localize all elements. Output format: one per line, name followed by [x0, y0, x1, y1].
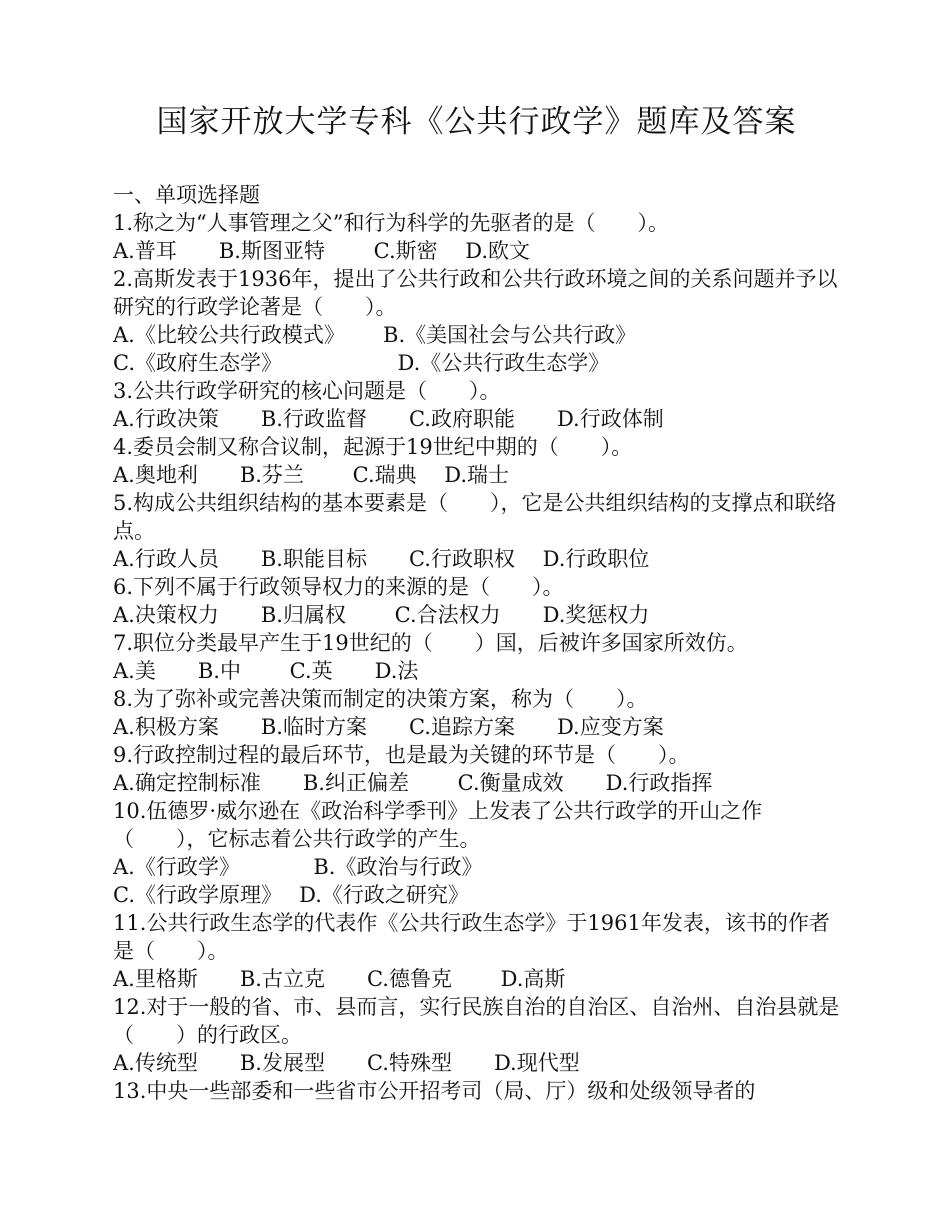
question-stem: 5.构成公共组织结构的基本要素是（ ），它是公共组织结构的支撑点和联络点。	[113, 491, 837, 543]
question-stem: 6.下列不属于行政领导权力的来源的是（ ）。	[113, 575, 564, 599]
question-stem: 4.委员会制又称合议制，起源于19世纪中期的（ ）。	[113, 435, 633, 459]
question-stem: 11.公共行政生态学的代表作《公共行政生态学》于1961年发表，该书的作者是（ ）。	[113, 911, 830, 963]
question-options: C.《政府生态学》 D.《公共行政生态学》	[113, 351, 610, 375]
question-options: A.《比较公共行政模式》 B.《美国社会与公共行政》	[113, 323, 637, 347]
question-options: A.普耳 B.斯图亚特 C.斯密 D.欧文	[113, 239, 531, 263]
question-stem: 2.高斯发表于1936年，提出了公共行政和公共行政环境之间的关系问题并予以研究的行政学论著是（ ）。	[113, 267, 838, 319]
question-stem: 10.伍德罗·威尔逊在《政治科学季刊》上发表了公共行政学的开山之作（ ），它标志着公共行政学的产生。	[113, 799, 763, 851]
question-stem: 12.对于一般的省、市、县而言，实行民族自治的自治区、自治州、自治县就是（ ）的行政区。	[113, 995, 840, 1047]
question-stem: 8.为了弥补或完善决策而制定的决策方案，称为（ ）。	[113, 687, 648, 711]
question-options: A.奥地利 B.芬兰 C.瑞典 D.瑞士	[113, 463, 510, 487]
question-stem: 7.职位分类最早产生于19世纪的（ ）国，后被许多国家所效仿。	[113, 631, 748, 655]
question-stem: 3.公共行政学研究的核心问题是（ ）。	[113, 379, 501, 403]
question-options: A.里格斯 B.古立克 C.德鲁克 D.高斯	[113, 967, 566, 991]
question-options: A.传统型 B.发展型 C.特殊型 D.现代型	[113, 1051, 580, 1075]
question-options: A.积极方案 B.临时方案 C.追踪方案 D.应变方案	[113, 715, 664, 739]
question-options: A.《行政学》 B.《政治与行政》	[113, 855, 483, 879]
question-stem: 9.行政控制过程的最后环节，也是最为关键的环节是（ ）。	[113, 743, 690, 767]
question-options: A.决策权力 B.归属权 C.合法权力 D.奖惩权力	[113, 603, 650, 627]
question-options: A.确定控制标准 B.纠正偏差 C.衡量成效 D.行政指挥	[113, 771, 713, 795]
question-options: A.行政决策 B.行政监督 C.政府职能 D.行政体制	[113, 407, 664, 431]
page-title: 国家开放大学专科《公共行政学》题库及答案	[156, 104, 797, 140]
question-options: A.美 B.中 C.英 D.法	[113, 659, 419, 683]
question-options: C.《行政学原理》 D.《行政之研究》	[113, 883, 469, 907]
question-options: A.行政人员 B.职能目标 C.行政职权 D.行政职位	[113, 547, 650, 571]
section-heading: 一、单项选择题	[113, 183, 260, 207]
question-stem: 1.称之为“人事管理之父”和行为科学的先驱者的是（ ）。	[113, 211, 670, 235]
question-list	[113, 209, 850, 1105]
question-stem: 13.中央一些部委和一些省市公开招考司（局、厅）级和处级领导者的	[113, 1079, 756, 1103]
